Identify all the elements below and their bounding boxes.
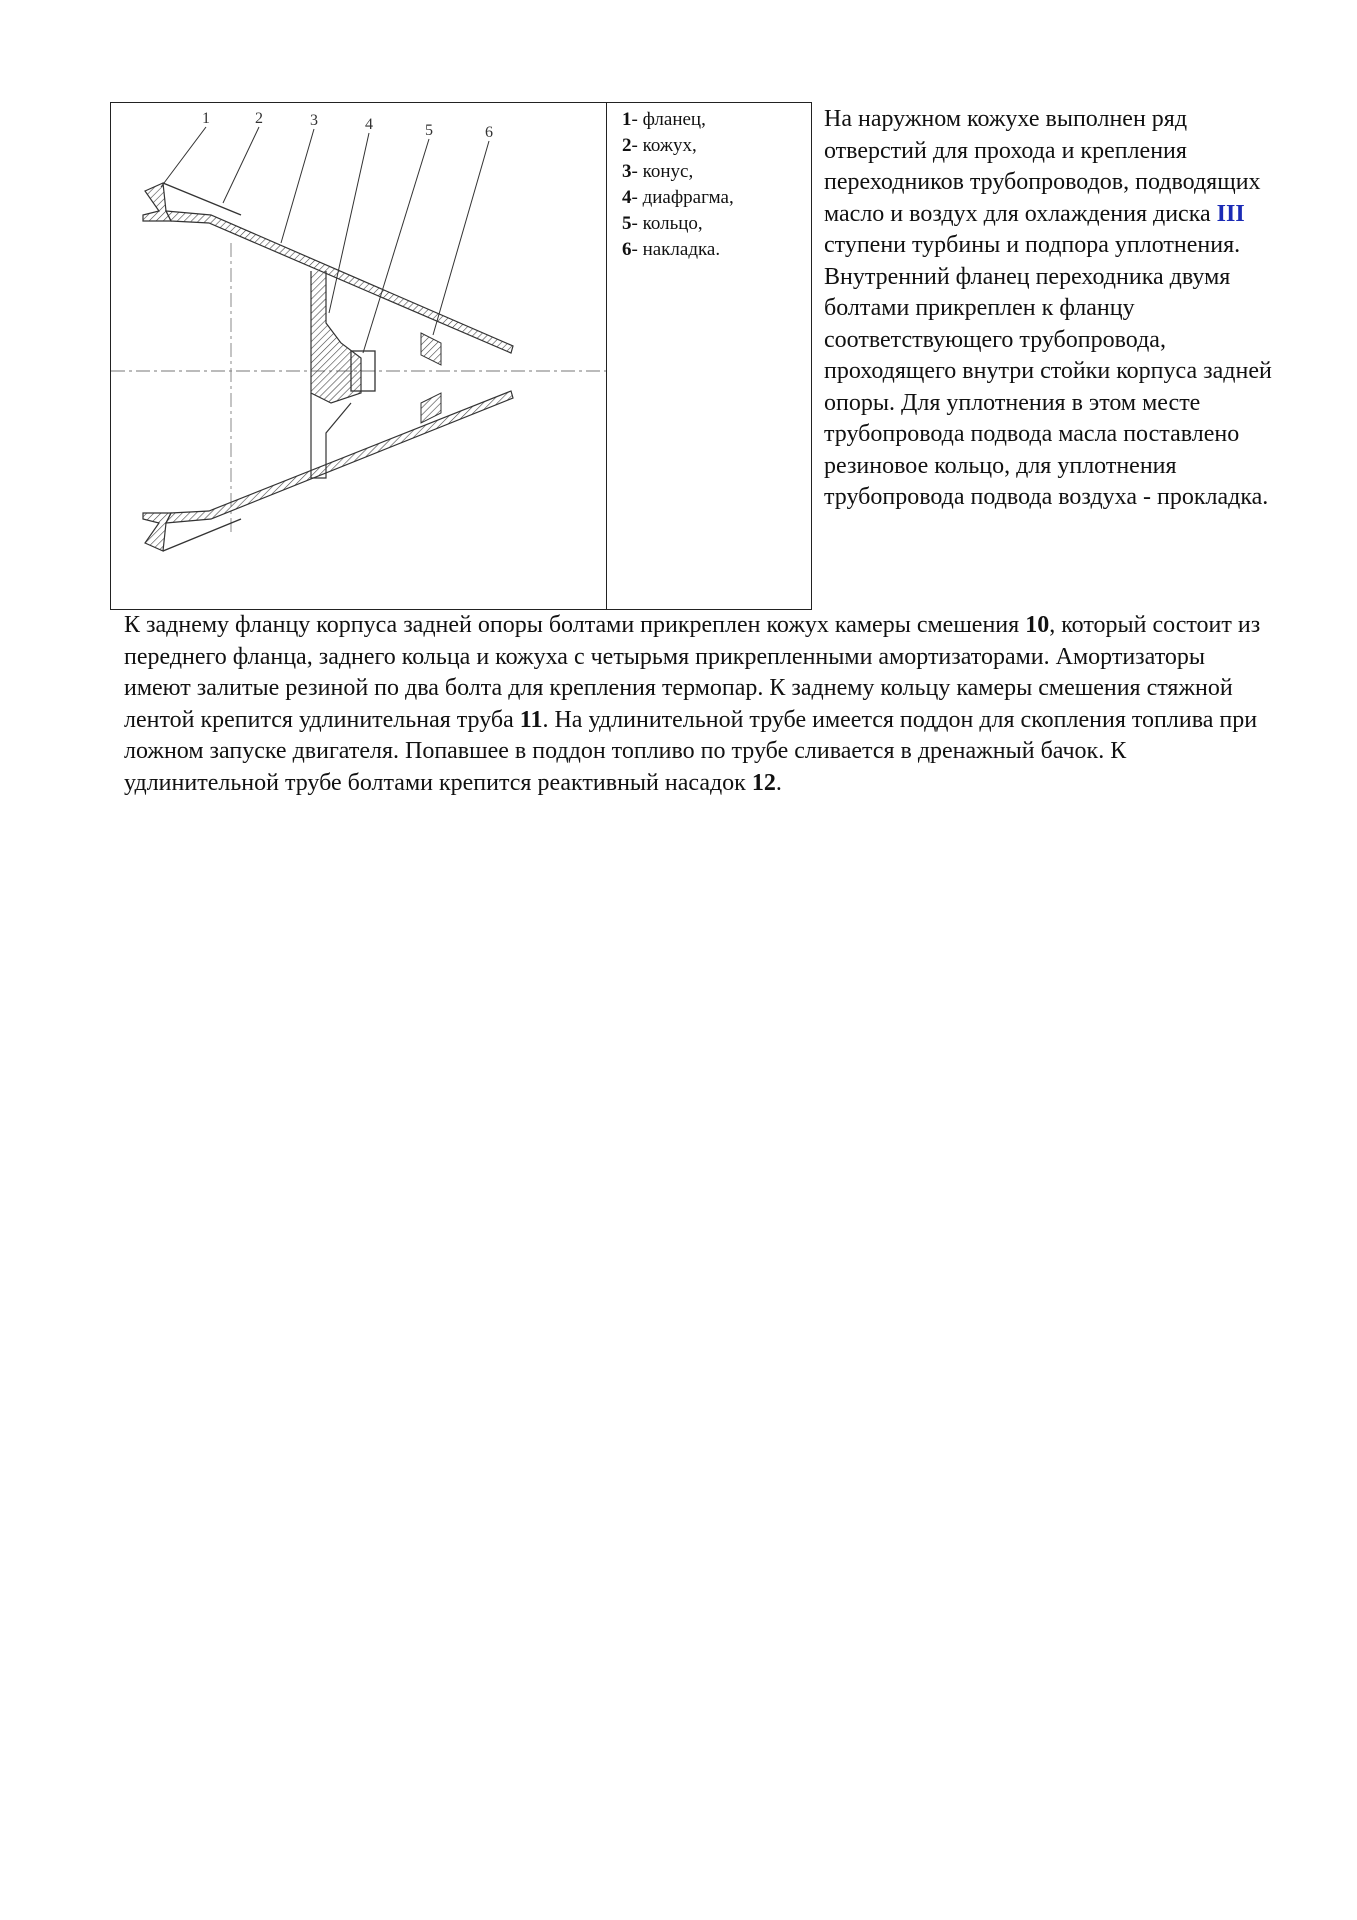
legend-item: 2- кожух, [622,135,697,156]
callout-4: 4 [365,116,373,133]
roman-numeral: III [1216,200,1245,227]
bottom-flange [143,513,171,551]
bottom-cone-wall [166,391,513,523]
callout-5: 5 [425,122,433,139]
legend-item: 5- кольцо, [622,213,703,234]
ref-number-10: 10 [1025,612,1050,638]
top-cone-wall [166,211,513,353]
legend-item: 1- фланец, [622,109,706,130]
figure-divider [606,103,607,609]
diaphragm [311,271,361,403]
ref-number-12: 12 [751,769,776,796]
figure-box [110,102,812,610]
legend-item: 3- конус, [622,161,694,182]
leader-5 [363,139,429,353]
overlay-patch [421,333,441,365]
leader-6 [433,141,489,335]
callout-1: 1 [202,110,210,127]
legend-item: 6- накладка. [622,239,721,260]
side-paragraph: На наружном кожухе выполнен ряд отверстий для прохода и крепления переходников трубопроводов, подводящих масло и воздух для охлаждения диска III ступени турбины и подпора уплотнения. Внутренний фланец переходника двумя болтами прикреплен к фланцу соответствующего трубопровода, проходящего внутри стойки корпуса задней опоры. Для уплотнения в этом месте трубопровода подвода масла поставлено резиновое кольцо, для уплотнения трубопровода подвода воздуха - прокладка. [824,106,1272,510]
leader-3 [281,129,314,243]
leader-1 [161,127,206,187]
cone-section-drawing [111,103,606,609]
leader-2 [223,127,259,203]
overlay-patch-lower [421,393,441,423]
figure-legend [622,107,807,263]
main-paragraph: К заднему фланцу корпуса задней опоры болтами прикреплен кожух камеры смешения 10, который состоит из переднего фланца, заднего кольца и кожуха с четырьмя прикрепленными амортизаторами. Амортизаторы имеют залитые резиной по два болта для крепления термопар. К заднему кольцу камеры смешения стяжной лентой крепится удлинительная труба 11. На удлинительной трубе имеется поддон для скопления топлива при ложном запуске двигателя. Попавшее в поддон топливо по трубе сливается в дренажный бачок. К удлинительной трубе болтами крепится реактивный насадок 12. [124,612,1261,796]
callout-6: 6 [485,124,493,141]
callout-3: 3 [310,112,318,129]
top-flange [143,183,171,221]
top-casing-line [163,183,241,215]
callout-2: 2 [255,110,263,127]
bottom-casing-line [163,519,241,551]
legend-item: 4- диафрагма, [622,187,734,208]
ref-number-11: 11 [519,706,543,733]
